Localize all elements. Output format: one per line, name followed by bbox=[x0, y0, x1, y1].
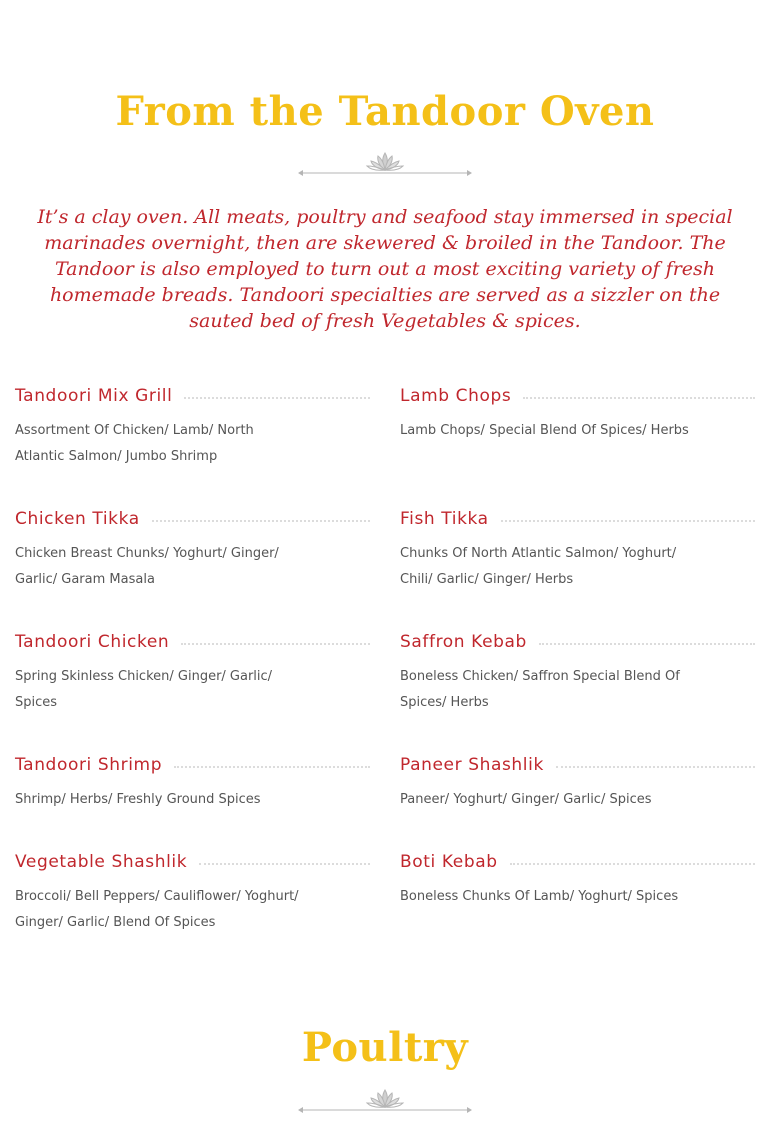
section-title-poultry: Poultry bbox=[301, 1024, 469, 1071]
menu-item-description: Boneless Chunks Of Lamb/ Yoghurt/ Spices bbox=[400, 889, 679, 904]
menu-item-name: Boti Kebab bbox=[400, 852, 498, 872]
menu-item-name: Chicken Tikka bbox=[15, 509, 140, 529]
dotted-leader bbox=[523, 397, 755, 399]
menu-item-description: Broccoli/ Bell Peppers/ Cauliflower/ Yoghurt/ Ginger/ Garlic/ Blend Of Spices bbox=[15, 889, 299, 930]
menu-item-description: Paneer/ Yoghurt/ Ginger/ Garlic/ Spices bbox=[400, 792, 652, 807]
menu-item-name: Tandoori Shrimp bbox=[15, 755, 163, 775]
menu-item bbox=[400, 505, 755, 593]
tandoor-intro: It’s a clay oven. All meats, poultry and seafood stay immersed in special marinades overnight, then are skewered & broiled in the Tandoor. The Tandoor is also employed to turn out a most exciting variety of fresh homemade breads. Tandoori specialties are served as a sizzler on the sauted bed of fresh Vegetables & spices. bbox=[37, 206, 733, 332]
menu-item-name: Vegetable Shashlik bbox=[15, 852, 188, 872]
menu-item bbox=[15, 848, 370, 936]
dotted-leader bbox=[556, 766, 755, 768]
dotted-leader bbox=[199, 863, 370, 865]
menu-item-description: Chicken Breast Chunks/ Yoghurt/ Ginger/ Garlic/ Garam Masala bbox=[15, 546, 279, 587]
dotted-leader bbox=[510, 863, 755, 865]
menu-item-name: Lamb Chops bbox=[400, 386, 512, 406]
menu-item-description: Lamb Chops/ Special Blend Of Spices/ Herbs bbox=[400, 423, 689, 438]
menu-item bbox=[15, 382, 370, 470]
dotted-leader bbox=[152, 520, 370, 522]
menu-item-description: Boneless Chicken/ Saffron Special Blend Of Spices/ Herbs bbox=[400, 669, 680, 710]
lotus-divider-icon bbox=[296, 150, 474, 178]
menu-item-name: Saffron Kebab bbox=[400, 632, 527, 652]
dotted-leader bbox=[501, 520, 755, 522]
menu-item bbox=[400, 751, 755, 813]
lotus-divider-icon bbox=[296, 1087, 474, 1115]
menu-item-name: Fish Tikka bbox=[400, 509, 489, 529]
menu-item bbox=[400, 848, 755, 910]
menu-item-description: Chunks Of North Atlantic Salmon/ Yoghurt/ Chili/ Garlic/ Ginger/ Herbs bbox=[400, 546, 677, 587]
menu-item bbox=[15, 628, 370, 716]
menu-item bbox=[15, 505, 370, 593]
section-title-tandoor: From the Tandoor Oven bbox=[115, 88, 655, 135]
menu-item-name: Tandoori Mix Grill bbox=[15, 386, 173, 406]
menu-item-name: Tandoori Chicken bbox=[15, 632, 170, 652]
menu-item bbox=[15, 751, 370, 813]
dotted-leader bbox=[184, 397, 370, 399]
menu-item bbox=[400, 628, 755, 716]
menu-item-name: Paneer Shashlik bbox=[400, 755, 544, 775]
dotted-leader bbox=[174, 766, 370, 768]
menu-item bbox=[400, 382, 755, 444]
menu-item-description: Shrimp/ Herbs/ Freshly Ground Spices bbox=[15, 792, 261, 807]
menu-item-description: Spring Skinless Chicken/ Ginger/ Garlic/ Spices bbox=[15, 669, 273, 710]
dotted-leader bbox=[181, 643, 370, 645]
dotted-leader bbox=[539, 643, 755, 645]
menu-item-description: Assortment Of Chicken/ Lamb/ North Atlantic Salmon/ Jumbo Shrimp bbox=[15, 423, 254, 464]
